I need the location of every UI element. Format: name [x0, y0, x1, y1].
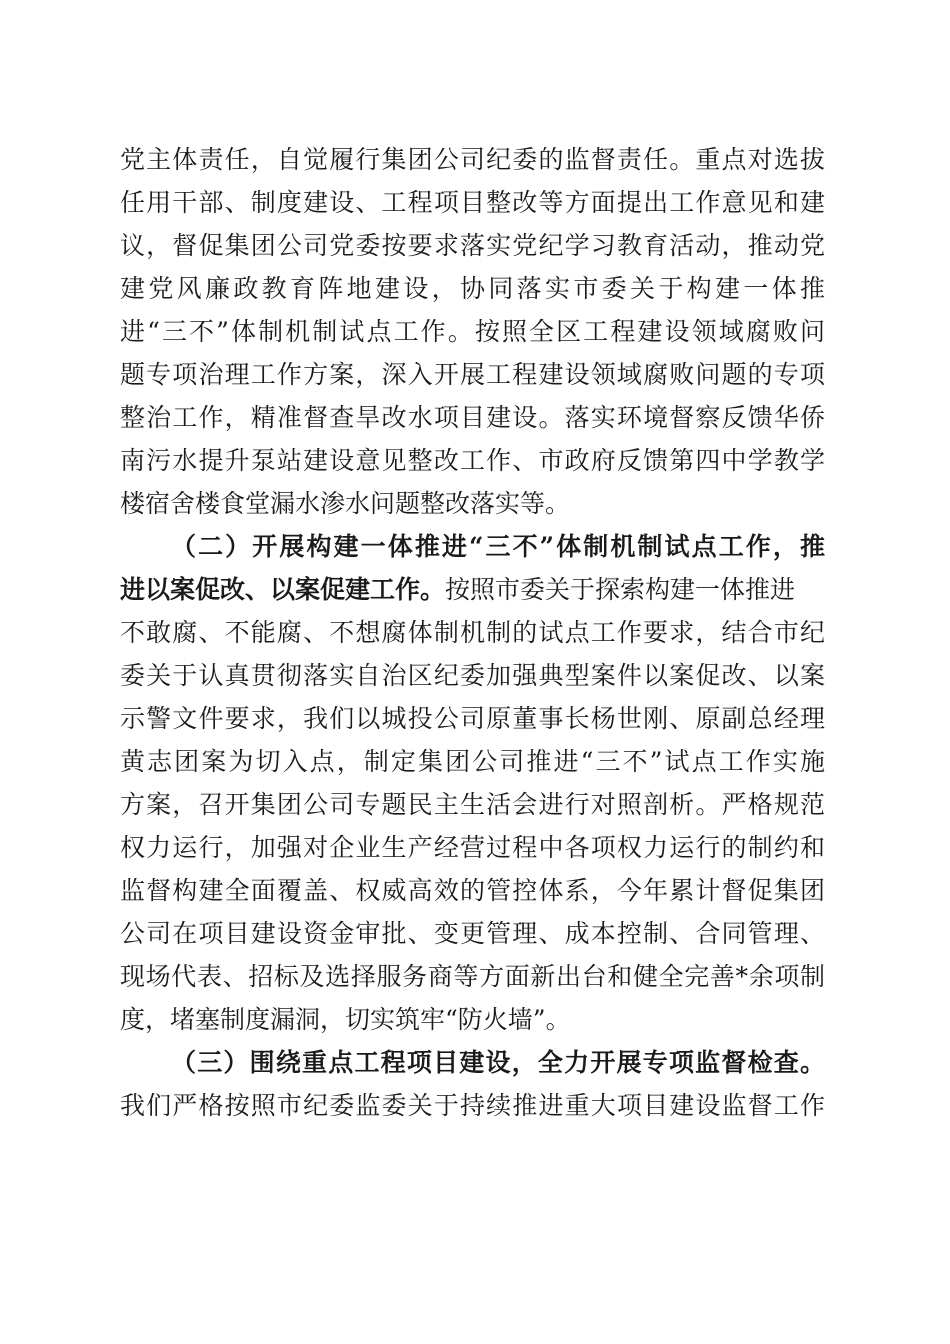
section-heading-line: （二）开展构建一体推进“三不”体制机制试点工作，推 [171, 532, 825, 561]
body-line: 议，督促集团公司党委按要求落实党纪学习教育活动，推动党 [120, 231, 825, 260]
body-line: 党主体责任，自觉履行集团公司纪委的监督责任。重点对选拔 [120, 145, 825, 174]
body-line: 任用干部、制度建设、工程项目整改等方面提出工作意见和建 [120, 188, 825, 217]
body-line: 黄志团案为切入点，制定集团公司推进“三不”试点工作实施 [120, 747, 825, 776]
body-line: 按照市委关于探索构建一体推进 [445, 575, 796, 604]
body-line: 建党风廉政教育阵地建设，协同落实市委关于构建一体推 [120, 274, 825, 303]
body-line: 监督构建全面覆盖、权威高效的管控体系，今年累计督促集团 [120, 876, 825, 905]
section-heading-line: （三）围绕重点工程项目建设，全力开展专项监督检查。 [171, 1048, 825, 1077]
body-line: 题专项治理工作方案，深入开展工程建设领域腐败问题的专项 [120, 360, 825, 389]
mixed-line [120, 570, 825, 610]
body-line: 权力运行，加强对企业生产经营过程中各项权力运行的制约和 [120, 833, 825, 862]
body-line: 公司在项目建设资金审批、变更管理、成本控制、合同管理、 [120, 919, 825, 948]
body-line: 我们严格按照市纪委监委关于持续推进重大项目建设监督工作 [120, 1091, 825, 1120]
body-line: 现场代表、招标及选择服务商等方面新出台和健全完善*余项制 [120, 962, 825, 991]
body-line: 南污水提升泵站建设意见整改工作、市政府反馈第四中学教学 [120, 446, 825, 475]
body-line: 不敢腐、不能腐、不想腐体制机制的试点工作要求，结合市纪 [120, 618, 825, 647]
body-line: 整治工作，精准督查旱改水项目建设。落实环境督察反馈华侨 [120, 403, 825, 432]
body-line: 委关于认真贯彻落实自治区纪委加强典型案件以案促改、以案 [120, 661, 825, 690]
body-line: 进“三不”体制机制试点工作。按照全区工程建设领域腐败问 [120, 317, 825, 346]
body-line: 度，堵塞制度漏洞，切实筑牢“防火墙”。 [120, 1005, 571, 1034]
body-line: 示警文件要求，我们以城投公司原董事长杨世刚、原副总经理 [120, 704, 825, 733]
section-heading-line: 进以案促改、以案促建工作。 [120, 575, 446, 604]
body-line: 楼宿舍楼食堂漏水渗水问题整改落实等。 [120, 489, 571, 518]
body-line: 方案，召开集团公司专题民主生活会进行对照剖析。严格规范 [120, 790, 825, 819]
